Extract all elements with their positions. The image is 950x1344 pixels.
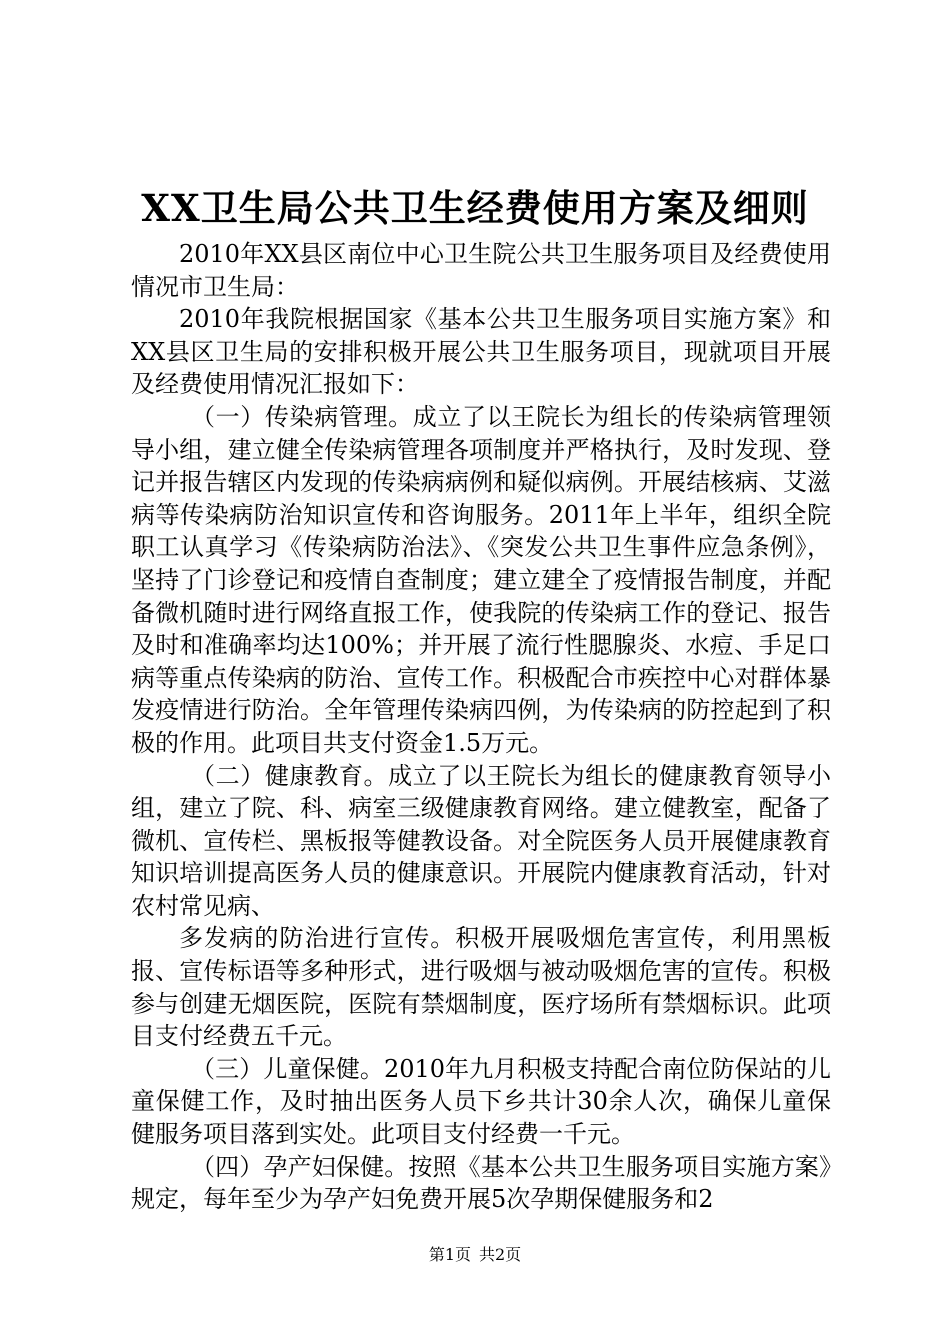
paragraph-maternal-health: （四）孕产妇保健。按照《基本公共卫生服务项目实施方案》规定，每年至少为孕产妇免费开展5次孕期保健服务和2 <box>131 1152 831 1214</box>
paragraph-intro: 2010年XX县区南位中心卫生院公共卫生服务项目及经费使用情况市卫生局： <box>131 240 831 301</box>
paragraph-overview: 2010年我院根据国家《基本公共卫生服务项目实施方案》和XX县区卫生局的安排积极开展公共卫生服务项目，现就项目开展及经费使用情况汇报如下： <box>131 305 831 399</box>
page-number: 第1页 <box>428 1245 471 1264</box>
page-total: 共2页 <box>479 1245 522 1264</box>
paragraph-health-education-continued: 多发病的防治进行宣传。积极开展吸烟危害宣传，利用黑板报、宣传标语等多种形式，进行吸烟与被动吸烟危害的宣传。积极参与创建无烟医院，医院有禁烟制度，医疗场所有禁烟标识。此项目支付经费五千元。 <box>131 924 831 1051</box>
paragraph-child-health: （三）儿童保健。2010年九月积极支持配合南位防保站的儿童保健工作，及时抽出医务人员下乡共计30余人次，确保儿童保健服务项目落到实处。此项目支付经费一千元。 <box>131 1054 831 1149</box>
page-footer <box>0 1244 950 1266</box>
paragraph-health-education: （二）健康教育。成立了以王院长为组长的健康教育领导小组，建立了院、科、病室三级健康教育网络。建立健教室，配备了微机、宣传栏、黑板报等健教设备。对全院医务人员开展健康教育知识培训提高医务人员的健康意识。开展院内健康教育活动，针对农村常见病、 <box>131 761 831 920</box>
document-title: XX卫生局公共卫生经费使用方案及细则 <box>141 186 809 230</box>
document-body <box>131 238 831 1216</box>
paragraph-infectious-disease: （一）传染病管理。成立了以王院长为组长的传染病管理领导小组，建立健全传染病管理各项制度并严格执行，及时发现、登记并报告辖区内发现的传染病病例和疑似病例。开展结核病、艾滋病等传染病防治知识宣传和咨询服务。2011年上半年，组织全院职工认真学习《传染病防治法》、《突发公共卫生事件应急条例》，坚持了门诊登记和疫情自查制度；建立建全了疫情报告制度，并配备微机随时进行网络直报工作，使我院的传染病工作的登记、报告及时和准确率均达100%；并开展了流行性腮腺炎、水痘、手足口病等重点传染病的防治、宣传工作。积极配合市疾控中心对群体暴发疫情进行防治。全年管理传染病四例，为传染病的防控起到了积极的作用。此项目共支付资金1.5万元。 <box>131 402 831 757</box>
